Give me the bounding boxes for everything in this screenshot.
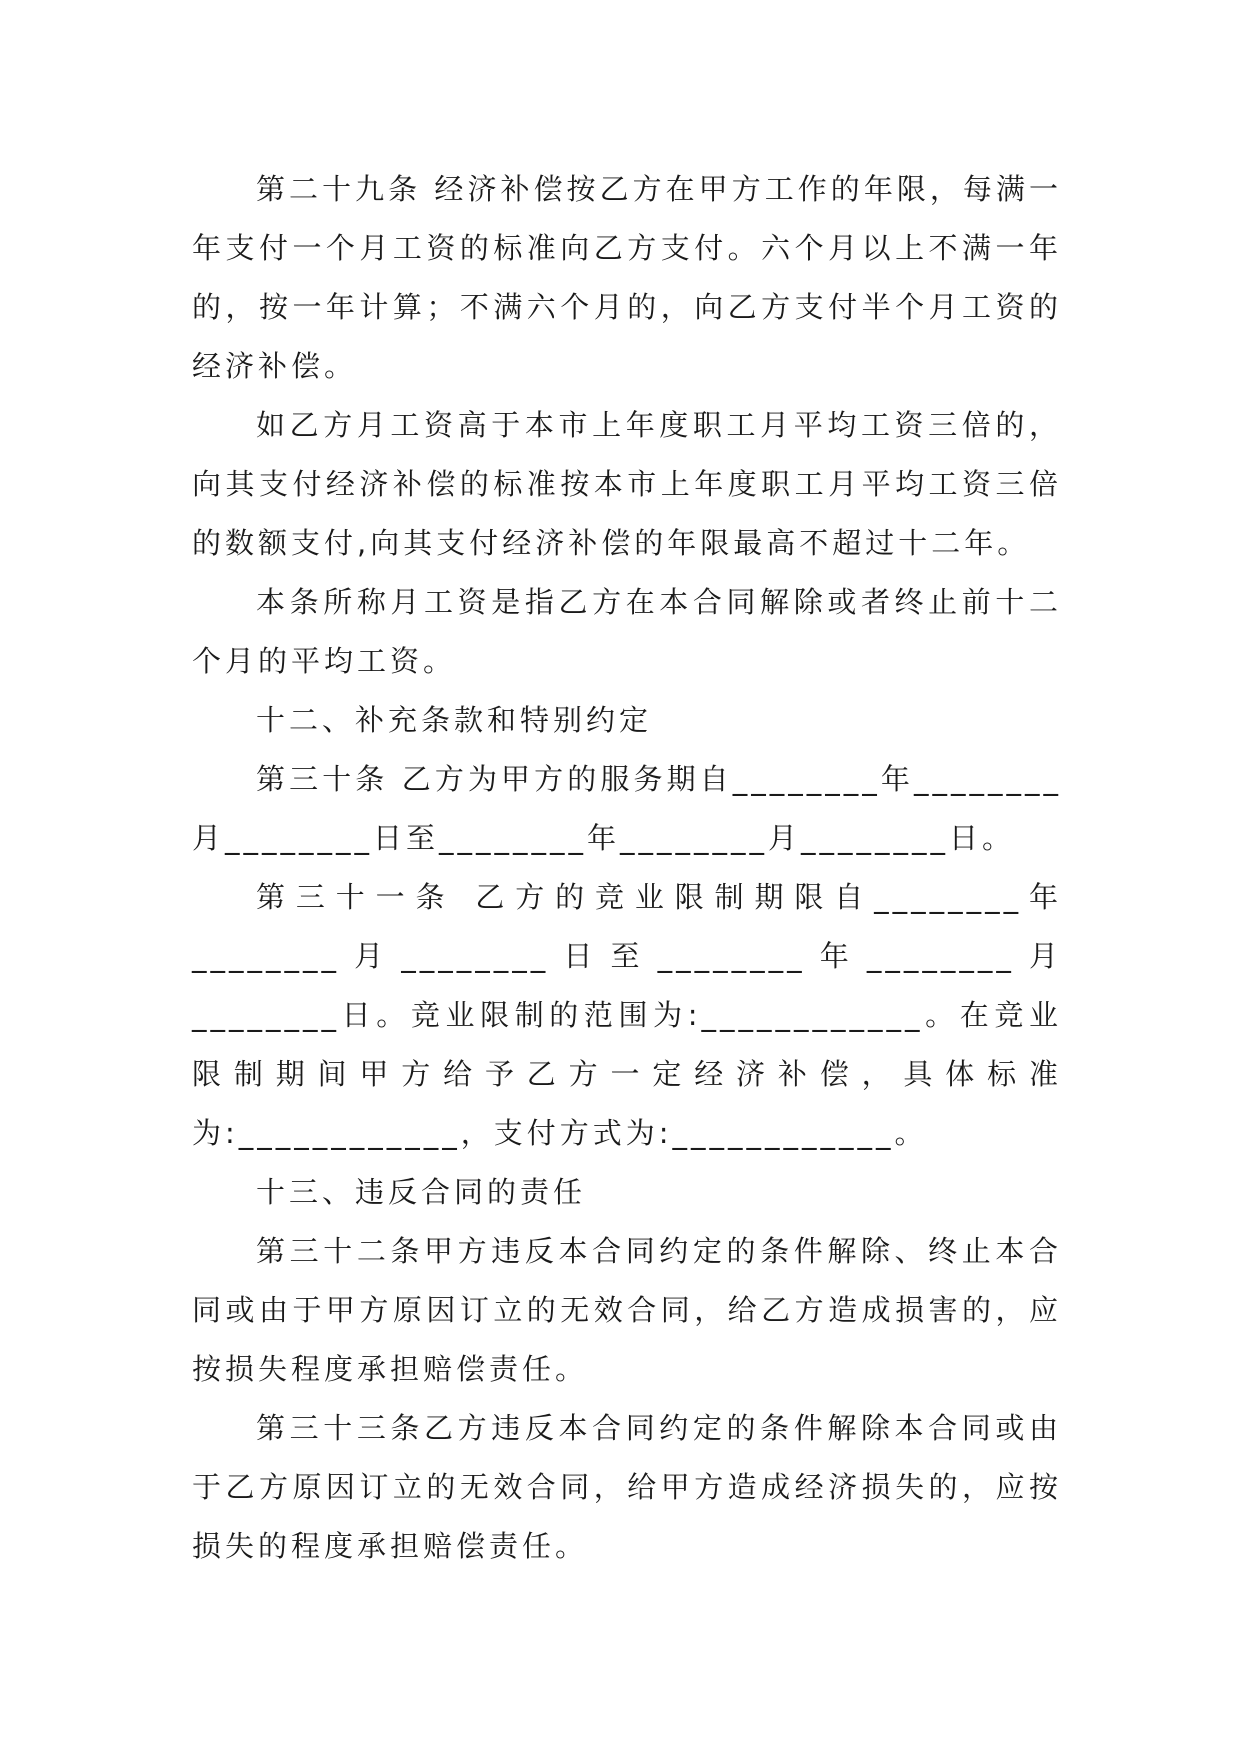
paragraph-article-30: 第三十条 乙方为甲方的服务期自________年________月________日至________年________月________日。 [192, 762, 1062, 855]
paragraph-article-32: 第三十二条甲方违反本合同约定的条件解除、终止本合同或由于甲方原因订立的无效合同，给乙方造成损害的，应按损失程度承担赔偿责任。 [192, 1234, 1062, 1386]
document-body [192, 160, 1062, 1576]
paragraph-article-31: 第三十一条 乙方的竞业限制期限自________年________月________日至________年________月________日。竞业限制的范围为:____________。在竞业限制期间甲方给予乙方一定经济补偿，具体标准为:____________，支付方式为:____________。 [192, 880, 1062, 1150]
section-heading-12: 十二、补充条款和特别约定 [256, 703, 653, 737]
paragraph-salary-cap: 如乙方月工资高于本市上年度职工月平均工资三倍的，向其支付经济补偿的标准按本市上年度职工月平均工资三倍的数额支付,向其支付经济补偿的年限最高不超过十二年。 [192, 408, 1062, 560]
paragraph-article-29: 第二十九条 经济补偿按乙方在甲方工作的年限，每满一年支付一个月工资的标准向乙方支付。六个月以上不满一年的，按一年计算；不满六个月的，向乙方支付半个月工资的经济补偿。 [192, 172, 1062, 383]
paragraph-article-33: 第三十三条乙方违反本合同约定的条件解除本合同或由于乙方原因订立的无效合同，给甲方造成经济损失的，应按损失的程度承担赔偿责任。 [192, 1411, 1062, 1563]
section-heading-13: 十三、违反合同的责任 [256, 1175, 587, 1209]
paragraph-monthly-wage-definition: 本条所称月工资是指乙方在本合同解除或者终止前十二个月的平均工资。 [192, 585, 1062, 678]
